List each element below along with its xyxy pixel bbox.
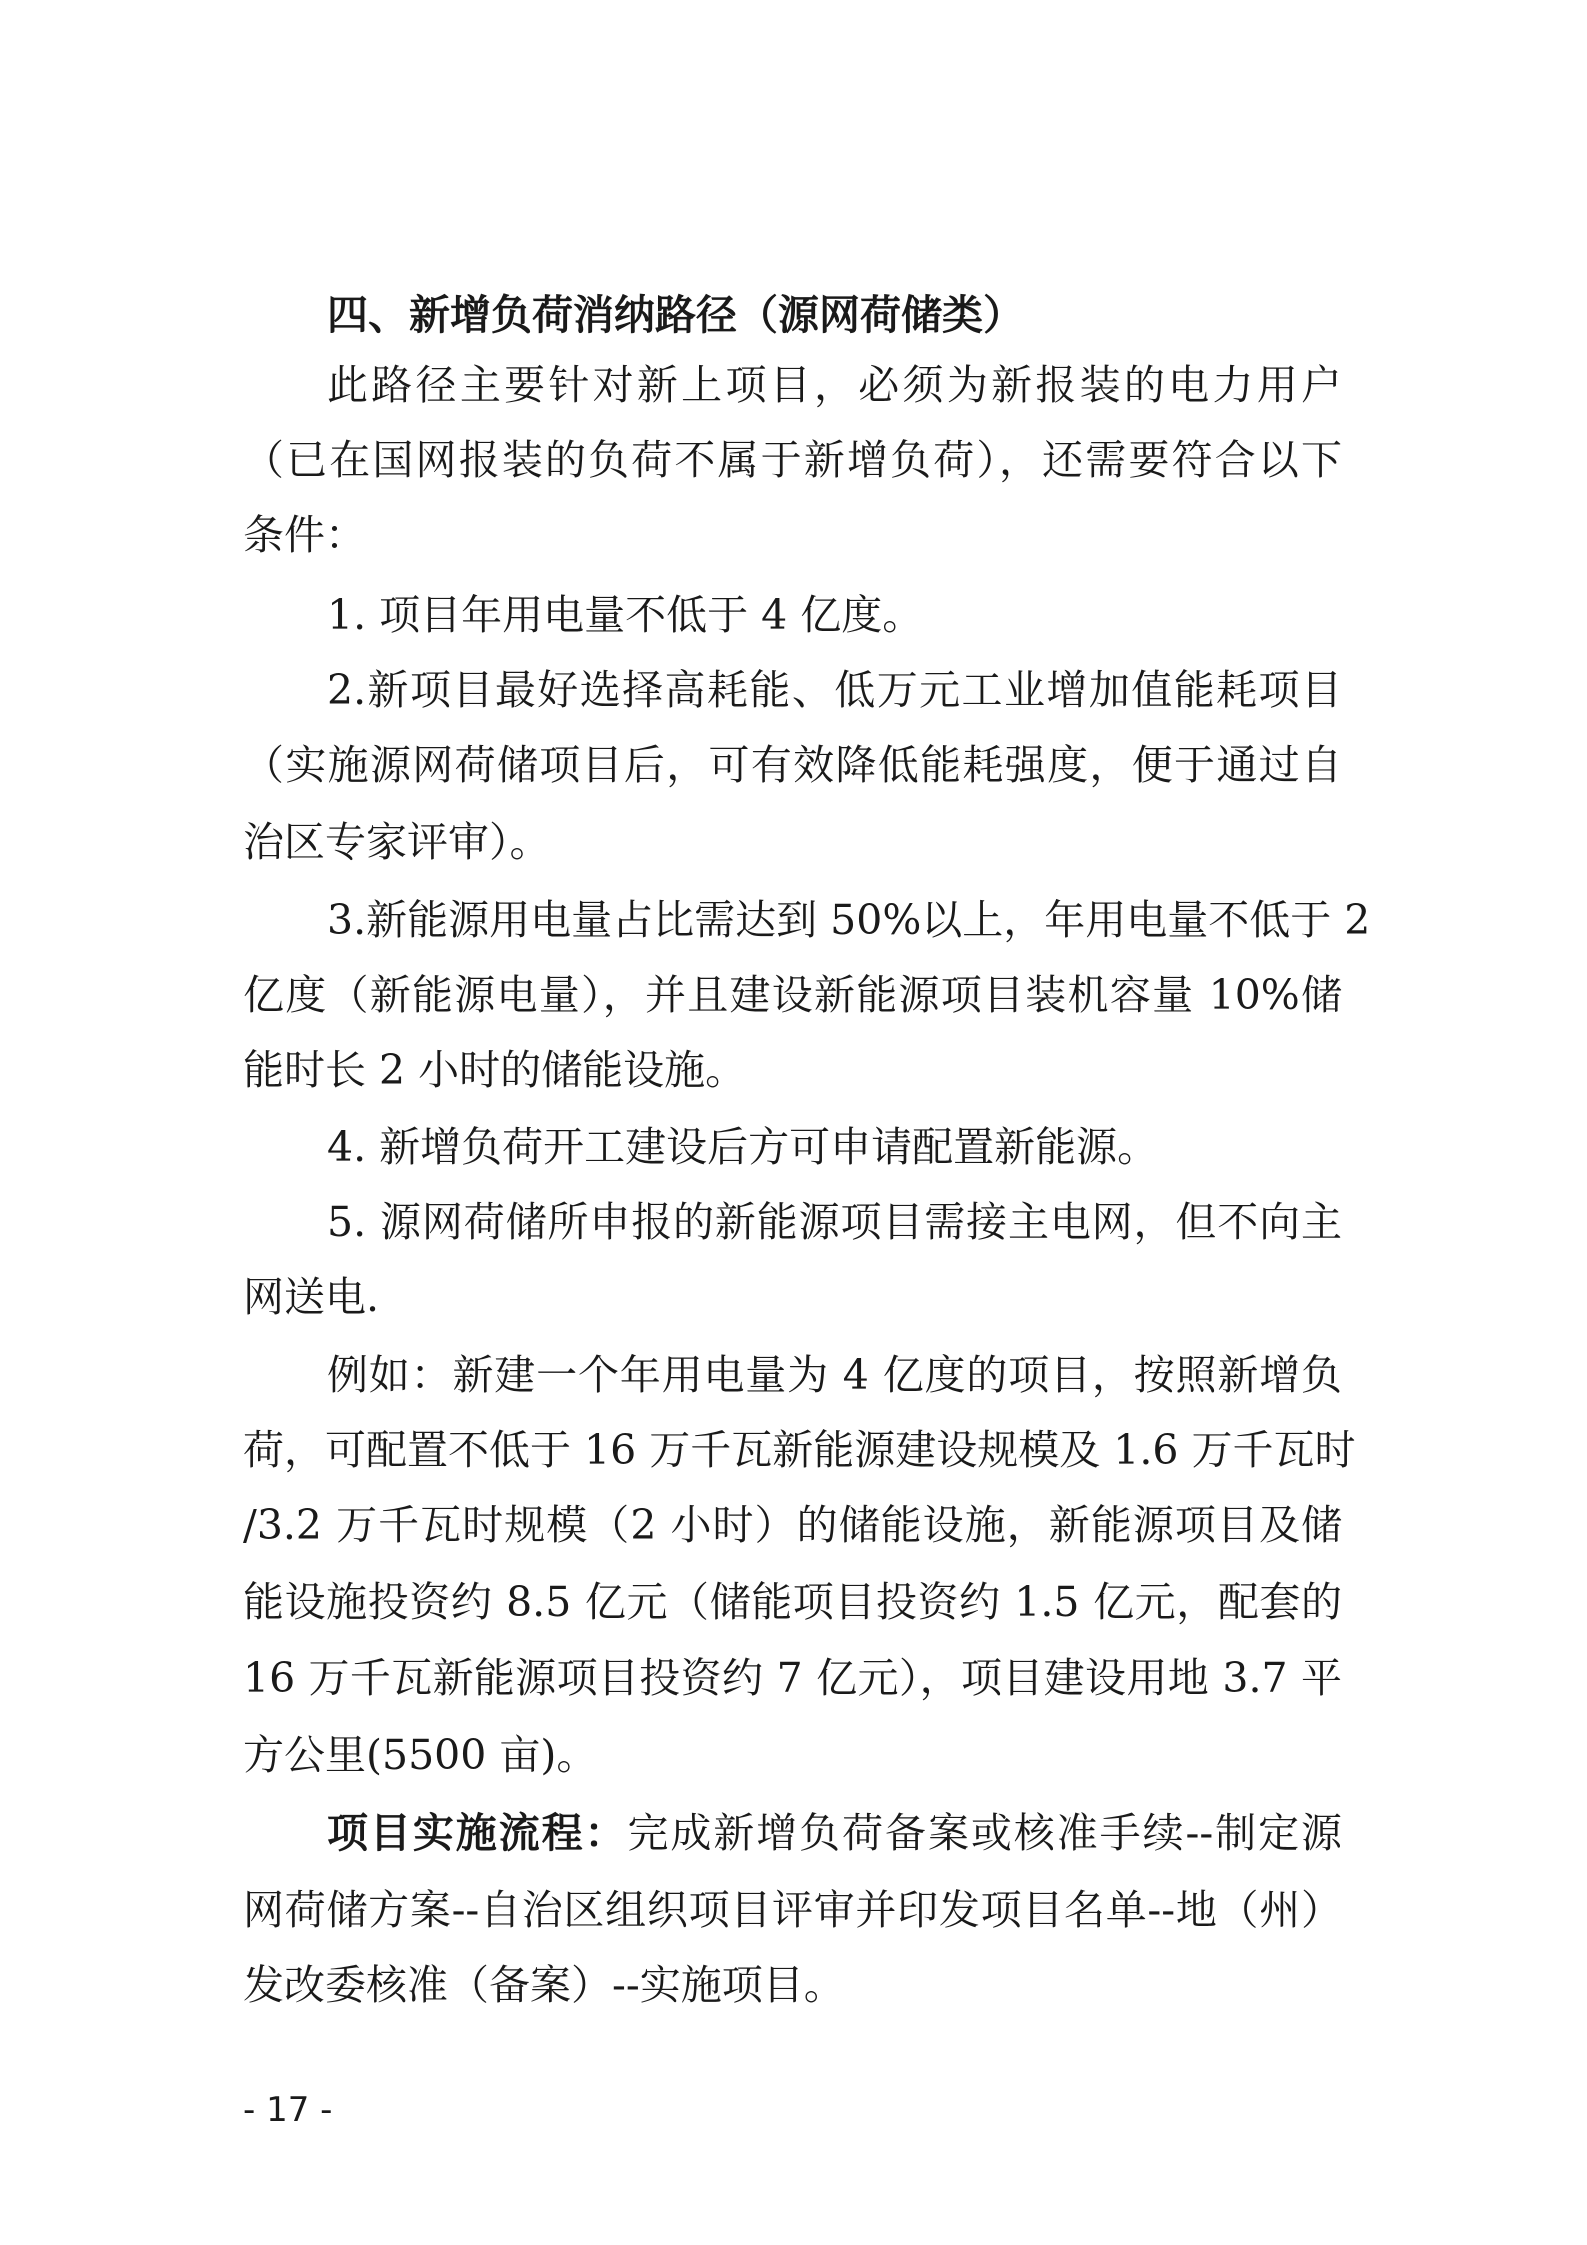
- condition-4-line-1: 4. 新增负荷开工建设后方可申请配置新能源。: [327, 1123, 1159, 1171]
- condition-2-line-3: 治区专家评审）。: [243, 818, 551, 866]
- example-line-5: 16 万千瓦新能源项目投资约 7 亿元），项目建设用地 3.7 平: [243, 1654, 1342, 1702]
- example-line-4: 能设施投资约 8.5 亿元（储能项目投资约 1.5 亿元，配套的: [243, 1578, 1342, 1626]
- example-line-1: 例如：新建一个年用电量为 4 亿度的项目，按照新增负: [327, 1351, 1342, 1399]
- process-text: 完成新增负荷备案或核准手续--制定源: [627, 1809, 1342, 1857]
- intro-line-3: 条件：: [243, 511, 366, 559]
- intro-line-1: 此路径主要针对新上项目，必须为新报装的电力用户: [327, 361, 1342, 409]
- process-label: 项目实施流程：: [327, 1809, 628, 1857]
- section-heading: 四、新增负荷消纳路径（源网荷储类）: [327, 291, 1024, 339]
- intro-line-2: （已在国网报装的负荷不属于新增负荷），还需要符合以下: [243, 436, 1342, 484]
- condition-1-line-1: 1. 项目年用电量不低于 4 亿度。: [327, 591, 924, 639]
- condition-2-line-2: （实施源网荷储项目后，可有效降低能耗强度，便于通过自: [243, 741, 1342, 789]
- example-line-2: 荷，可配置不低于 16 万千瓦新能源建设规模及 1.6 万千瓦时: [243, 1426, 1356, 1474]
- process-line-2: 网荷储方案--自治区组织项目评审并印发项目名单--地（州）: [243, 1886, 1342, 1934]
- condition-3-line-2: 亿度（新能源电量），并且建设新能源项目装机容量 10%储: [243, 971, 1342, 1019]
- process-line-1: [327, 1803, 1342, 1863]
- condition-5-line-2: 网送电.: [243, 1273, 380, 1321]
- condition-3-line-1: 3.新能源用电量占比需达到 50%以上，年用电量不低于 2: [327, 896, 1371, 944]
- condition-2-line-1: 2.新项目最好选择高耗能、低万元工业增加值能耗项目: [327, 666, 1342, 714]
- process-line-3: 发改委核准（备案）--实施项目。: [243, 1961, 845, 2009]
- example-line-3: /3.2 万千瓦时规模（2 小时）的储能设施，新能源项目及储: [243, 1501, 1342, 1549]
- condition-5-line-1: 5. 源网荷储所申报的新能源项目需接主电网，但不向主: [327, 1198, 1342, 1246]
- page-number: - 17 -: [243, 2090, 333, 2130]
- example-line-6: 方公里(5500 亩)。: [243, 1731, 598, 1779]
- condition-3-line-3: 能时长 2 小时的储能设施。: [243, 1046, 747, 1094]
